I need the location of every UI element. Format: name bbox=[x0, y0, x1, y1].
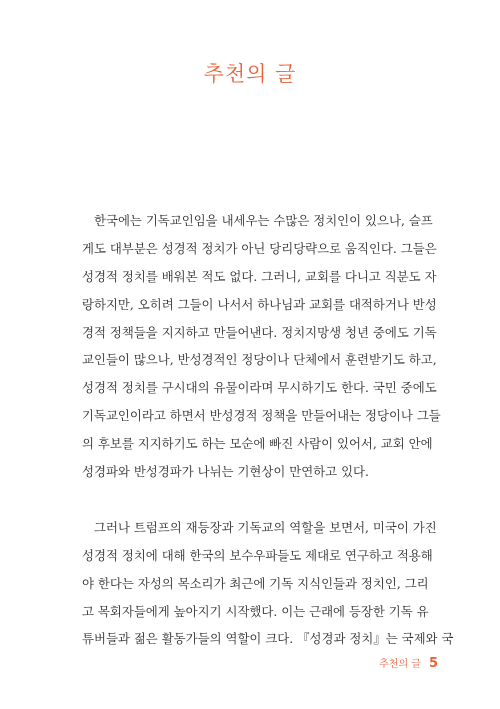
page-title: 추천의 글 bbox=[203, 62, 297, 86]
page-footer bbox=[379, 655, 438, 671]
text-line: 한국에는 기독교인임을 내세우는 수많은 정치인이 있으나, 슬프 bbox=[94, 213, 433, 228]
text-line: 성경적 정치에 대해 한국의 보수우파들도 제대로 연구하고 적용해 bbox=[82, 547, 433, 563]
text-line: 교인들이 많으나, 반성경적인 정당이나 단체에서 훈련받기도 하고, bbox=[82, 352, 437, 368]
text-line: 고 목회자들에게 높아지기 시작했다. 이는 근래에 등장한 기독 유 bbox=[82, 603, 429, 619]
body-text bbox=[82, 207, 454, 653]
text-line: 의 후보를 지지하기도 하는 모순에 빠진 사람이 있어서, 교회 안에 bbox=[82, 436, 433, 452]
text-line: 게도 대부분은 성경적 정치가 아닌 당리당략으로 움직인다. 그들은 bbox=[82, 240, 437, 256]
text-line: 튜버들과 젊은 활동가들의 역할이 크다. 『성경과 정치』는 국제와 국 bbox=[82, 631, 454, 647]
paragraph-2 bbox=[82, 514, 454, 653]
page-number: 5 bbox=[428, 656, 438, 671]
text-line: 기독교인이라고 하면서 반성경적 정책을 만들어내는 정당이나 그들 bbox=[82, 408, 441, 424]
text-line: 야 한다는 자성의 목소리가 최근에 기독 지식인들과 정치인, 그리 bbox=[82, 575, 429, 591]
text-line: 성경적 정치를 구시대의 유물이라며 무시하기도 한다. 국민 중에도 bbox=[82, 380, 437, 396]
running-footer-title: 추천의 글 bbox=[379, 659, 421, 670]
paragraph-1 bbox=[82, 207, 441, 486]
text-line: 경적 정책들을 지지하고 만들어낸다. 정치지망생 청년 중에도 기독 bbox=[82, 324, 437, 340]
text-line: 그러나 트럼프의 재등장과 기독교의 역할을 보면서, 미국이 가진 bbox=[94, 519, 437, 535]
text-line: 랑하지만, 오히려 그들이 나서서 하나님과 교회를 대적하거나 반성 bbox=[82, 296, 437, 312]
text-line: 성경파와 반성경파가 나뉘는 기현상이 만연하고 있다. bbox=[82, 464, 369, 480]
text-line: 성경적 정치를 배워본 적도 없다. 그러니, 교회를 다니고 직분도 자 bbox=[82, 268, 437, 284]
